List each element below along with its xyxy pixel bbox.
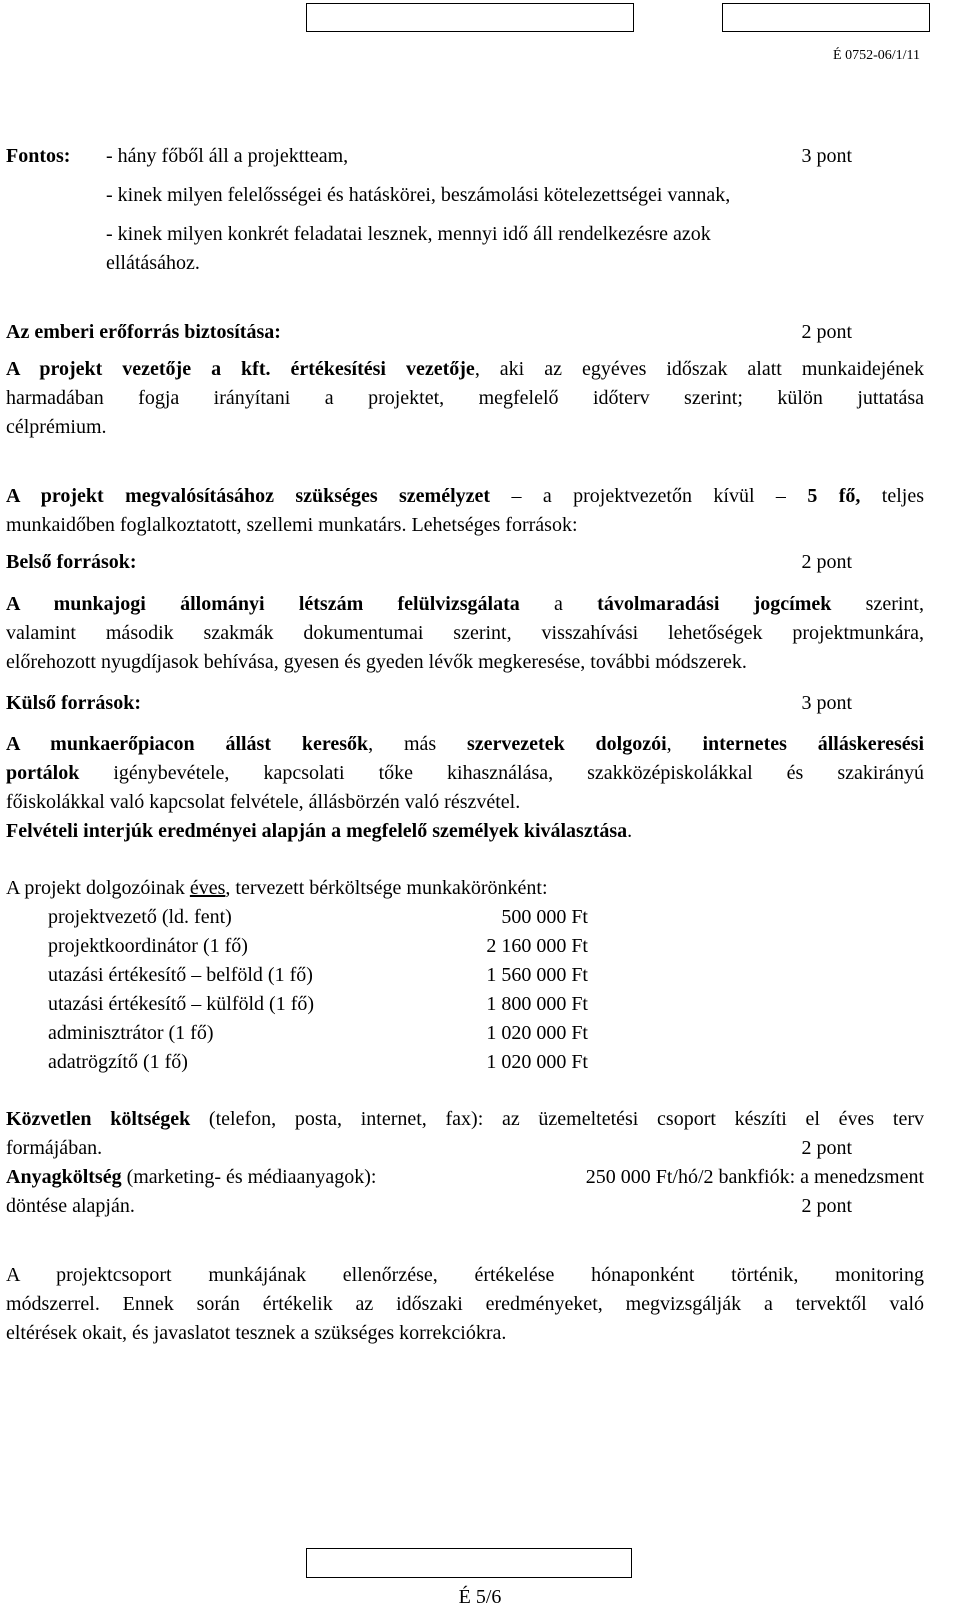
kulso-b2: szervezetek dolgozói (467, 733, 667, 755)
emberi-p1-line2: harmadában fogja irányítani a projektet, megfelelő időterv szerint; külön juttatása (6, 387, 924, 409)
kozvetlen-line2-text: formájában. (6, 1137, 103, 1159)
kulso-b1: A munkaerőpiacon állást keresők (6, 733, 369, 755)
table-row (48, 903, 588, 932)
anyag-line1 (6, 1163, 924, 1192)
salary-role: utazási értékesítő – belföld (1 fő) (48, 964, 313, 986)
salary-intro (6, 874, 924, 903)
monitoring-line2: módszerrel. Ennek során értékelik az időszaki eredményeket, megvizsgálják a tervektől való (6, 1293, 924, 1315)
table-row (48, 1048, 588, 1077)
belso-line3: előrehozott nyugdíjasok behívása, gyesen és gyeden lévők megkeresése, további módszerek. (6, 651, 747, 673)
fontos-section (6, 142, 924, 278)
header-box-left (306, 3, 634, 32)
header-box-right (722, 3, 930, 32)
belso-b1: A munkajogi állományi létszám felülvizsgálata (6, 593, 520, 615)
szemelyzet-bold1: A projekt megvalósításához szükséges személyzet (6, 485, 491, 507)
belso-t2: szerint, (831, 593, 924, 615)
fontos-label: Fontos: (6, 145, 71, 167)
fontos-items (106, 142, 924, 278)
szemelyzet-line1 (6, 482, 924, 511)
kulso-heading-row (6, 689, 924, 718)
kulso-line3: főiskolákkal való kapcsolat felvétele, állásbörzén való részvétel. (6, 791, 521, 813)
kozvetlen-line2 (6, 1134, 924, 1163)
kulso-points: 3 pont (801, 692, 852, 714)
belso-heading-row (6, 548, 924, 577)
salary-intro-underlined: éves (189, 877, 226, 899)
belso-t1: a (519, 593, 598, 615)
fontos-item-3b: ellátásához. (106, 252, 200, 274)
belso-line1 (6, 590, 924, 619)
belso-heading: Belső források: (6, 551, 137, 573)
document-code: É 0752-06/1/11 (833, 48, 920, 63)
fontos-item-2: - kinek milyen felelősségei és hatáskörei, beszámolási kötelezettségei vannak, (106, 184, 731, 206)
fontos-item-3a: - kinek milyen konkrét feladatai lesznek, mennyi idő áll rendelkezésre azok (106, 223, 711, 245)
anyag-line2 (6, 1192, 924, 1221)
salary-amount: 2 160 000 Ft (486, 935, 588, 957)
emberi-heading: Az emberi erőforrás biztosítása: (6, 321, 281, 343)
kulso-final-bold: Felvételi interjúk eredményei alapján a megfelelő személyek kiválasztása (6, 820, 628, 842)
emberi-heading-row (6, 318, 924, 347)
szemelyzet-mid: – a projektvezetőn kívül – (490, 485, 808, 507)
salary-role: adatrögzítő (1 fő) (48, 1051, 188, 1073)
kulso-t2: , (666, 733, 703, 755)
kulso-b3: internetes álláskeresési (702, 733, 924, 755)
szemelyzet-line2-tail: Lehetséges források: (406, 514, 578, 536)
salary-role: utazási értékesítő – külföld (1 fő) (48, 993, 315, 1015)
salary-amount: 1 020 000 Ft (486, 1051, 588, 1073)
salary-amount: 500 000 Ft (501, 906, 588, 928)
page-number: É 5/6 (458, 1586, 502, 1608)
anyag-points: 2 pont (801, 1195, 852, 1217)
salary-table (48, 903, 588, 1077)
kulso-final (6, 817, 924, 846)
kozvetlen-line1 (6, 1105, 924, 1134)
table-row (48, 932, 588, 961)
salary-amount: 1 560 000 Ft (486, 964, 588, 986)
table-row (48, 1019, 588, 1048)
page-content (6, 142, 924, 1348)
kulso-heading: Külső források: (6, 692, 141, 714)
emberi-points: 2 pont (801, 321, 852, 343)
salary-intro-b: , tervezett bérköltsége munkakörönként: (225, 877, 548, 899)
table-row (48, 990, 588, 1019)
kulso-line2 (6, 759, 924, 788)
szemelyzet-rest: teljes (860, 485, 924, 507)
anyag-line2-text: döntése alapján. (6, 1195, 135, 1217)
emberi-p1-line3: célprémium. (6, 416, 107, 438)
belso-b2: távolmaradási jogcímek (597, 593, 832, 615)
fontos-item-1: - hány főből áll a projektteam, (106, 145, 349, 167)
salary-amount: 1 020 000 Ft (486, 1022, 588, 1044)
footer-box (306, 1548, 632, 1578)
szemelyzet-line2 (6, 511, 924, 540)
szemelyzet-bold2: 5 fő, (807, 485, 861, 507)
fontos-item-1-points: 3 pont (801, 145, 852, 167)
kulso-t1: , más (368, 733, 467, 755)
kulso-line1 (6, 730, 924, 759)
salary-role: adminisztrátor (1 fő) (48, 1022, 214, 1044)
kulso-b4: portálok (6, 762, 80, 784)
kozvetlen-points: 2 pont (801, 1137, 852, 1159)
table-row (48, 961, 588, 990)
szemelyzet-line2-text: munkaidőben foglalkoztatott, szellemi munkatárs. (6, 514, 407, 536)
monitoring-line1: A projektcsoport munkájának ellenőrzése, értékelése hónaponként történik, monitoring (6, 1264, 924, 1286)
belso-points: 2 pont (801, 551, 852, 573)
monitoring-line3: eltérések okait, és javaslatot tesznek a szükséges korrekciókra. (6, 1322, 507, 1344)
kulso-final-dot: . (627, 820, 633, 842)
kulso-t3: igénybevétele, kapcsolati tőke kihasználása, szakközépiskolákkal és szakirányú (79, 762, 924, 784)
emberi-p1-bold: A projekt vezetője a kft. értékesítési vezetője (6, 358, 475, 380)
salary-intro-a: A projekt dolgozóinak (6, 877, 190, 899)
salary-role: projektvezető (ld. fent) (48, 906, 232, 928)
emberi-p1-line1 (6, 355, 924, 384)
anyag-label (6, 1163, 376, 1192)
emberi-p1-rest: , aki az egyéves időszak alatt munkaidejének (474, 358, 925, 380)
anyag-bold: Anyagköltség (6, 1166, 122, 1188)
kozvetlen-rest: (telefon, posta, internet, fax): az üzemeltetési csoport készíti el éves terv (190, 1108, 924, 1130)
anyag-rest: (marketing- és médiaanyagok): (121, 1166, 377, 1188)
belso-line2: valamint második szakmák dokumentumai szerint, visszahívási lehetőségek projektmunkára, (6, 622, 924, 644)
anyag-value: 250 000 Ft/hó/2 bankfiók: a menedzsment (585, 1166, 924, 1188)
salary-amount: 1 800 000 Ft (486, 993, 588, 1015)
salary-role: projektkoordinátor (1 fő) (48, 935, 248, 957)
kozvetlen-bold: Közvetlen költségek (6, 1108, 191, 1130)
